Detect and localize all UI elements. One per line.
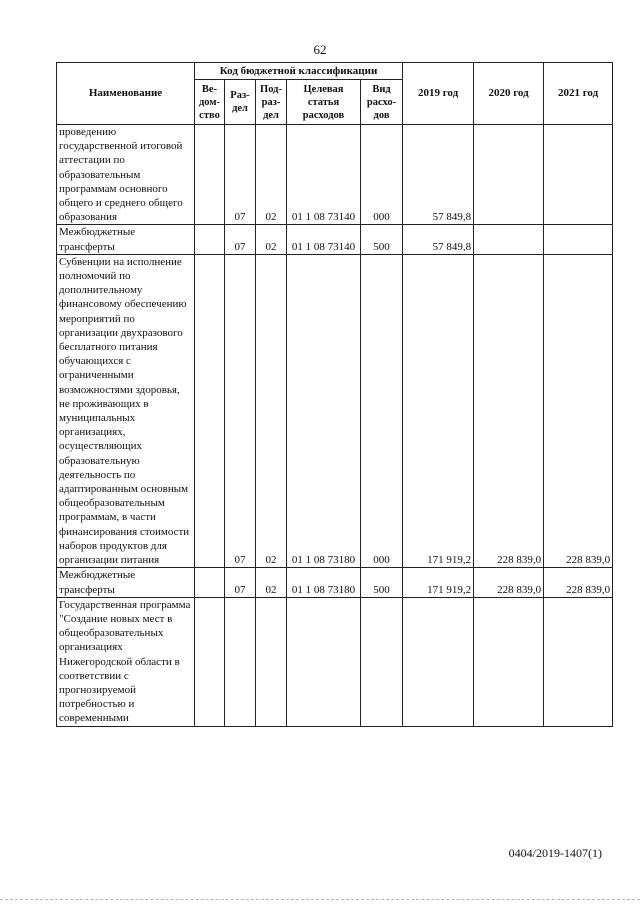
row-vedomstvo (195, 225, 225, 254)
row-value-2021: 228 839,0 (544, 568, 613, 597)
row-value-2019: 57 849,8 (403, 225, 474, 254)
row-value-2019: 171 919,2 (403, 568, 474, 597)
header-classification-code: Код бюджетной классификации (195, 63, 403, 80)
row-name: Государственная программа "Создание новых мест в общеобразовательных организациях Нижегородской области в соответствии с прогнозируемой потребностью и современными (57, 597, 195, 726)
table-row (57, 125, 613, 225)
header-year-2021: 2021 год (544, 63, 613, 125)
row-podrazdel: 02 (256, 225, 287, 254)
header-expense-type: Вид расхо- дов (361, 80, 403, 125)
header-podrazdel: Под- раз- дел (256, 80, 287, 125)
table-row (57, 225, 613, 254)
header-year-2019: 2019 год (403, 63, 474, 125)
row-razdel (225, 597, 256, 726)
table-header-row-1 (57, 63, 613, 80)
row-value-2021 (544, 225, 613, 254)
scan-edge-line (0, 899, 640, 901)
row-name: проведению государственной итоговой аттестации по образовательным программам основного общего и среднего общего образования (57, 125, 195, 225)
table-row (57, 254, 613, 567)
row-target-article: 01 1 08 73180 (287, 568, 361, 597)
row-name: Субвенции на исполнение полномочий по дополнительному финансовому обеспечению мероприятий по организации двухразового бесплатного питания обучающихся с ограниченными возможностями здоровья, не проживающих в муниципальных организациях, осуществляющих образовательную деятельность по адаптированным основным общеобразовательным программам, в части финансирования стоимости наборов продуктов для организации питания (57, 254, 195, 567)
budget-table (56, 62, 613, 727)
row-value-2019 (403, 597, 474, 726)
row-value-2020 (474, 225, 544, 254)
table-row (57, 597, 613, 726)
row-target-article (287, 597, 361, 726)
row-value-2019: 171 919,2 (403, 254, 474, 567)
row-razdel: 07 (225, 225, 256, 254)
row-razdel: 07 (225, 125, 256, 225)
row-podrazdel: 02 (256, 254, 287, 567)
document-code: 0404/2019-1407(1) (508, 846, 602, 860)
row-expense-type: 500 (361, 568, 403, 597)
row-expense-type (361, 597, 403, 726)
row-value-2021 (544, 125, 613, 225)
row-value-2020: 228 839,0 (474, 254, 544, 567)
page-number: 62 (313, 42, 327, 57)
header-target-article: Целевая статья расходов (287, 80, 361, 125)
row-vedomstvo (195, 597, 225, 726)
row-vedomstvo (195, 568, 225, 597)
header-name: Наименование (57, 63, 195, 125)
row-target-article: 01 1 08 73140 (287, 125, 361, 225)
row-razdel: 07 (225, 254, 256, 567)
row-target-article: 01 1 08 73140 (287, 225, 361, 254)
row-razdel: 07 (225, 568, 256, 597)
row-name: Межбюджетные трансферты (57, 225, 195, 254)
header-vedomstvo: Ве- дом- ство (195, 80, 225, 125)
row-vedomstvo (195, 254, 225, 567)
row-podrazdel (256, 597, 287, 726)
row-podrazdel: 02 (256, 125, 287, 225)
row-value-2019: 57 849,8 (403, 125, 474, 225)
row-value-2020 (474, 125, 544, 225)
row-expense-type: 000 (361, 125, 403, 225)
row-expense-type: 500 (361, 225, 403, 254)
header-year-2020: 2020 год (474, 63, 544, 125)
row-vedomstvo (195, 125, 225, 225)
row-expense-type: 000 (361, 254, 403, 567)
row-value-2021: 228 839,0 (544, 254, 613, 567)
row-value-2020: 228 839,0 (474, 568, 544, 597)
table-row (57, 568, 613, 597)
header-razdel: Раз- дел (225, 80, 256, 125)
row-target-article: 01 1 08 73180 (287, 254, 361, 567)
row-podrazdel: 02 (256, 568, 287, 597)
row-name: Межбюджетные трансферты (57, 568, 195, 597)
row-value-2021 (544, 597, 613, 726)
row-value-2020 (474, 597, 544, 726)
